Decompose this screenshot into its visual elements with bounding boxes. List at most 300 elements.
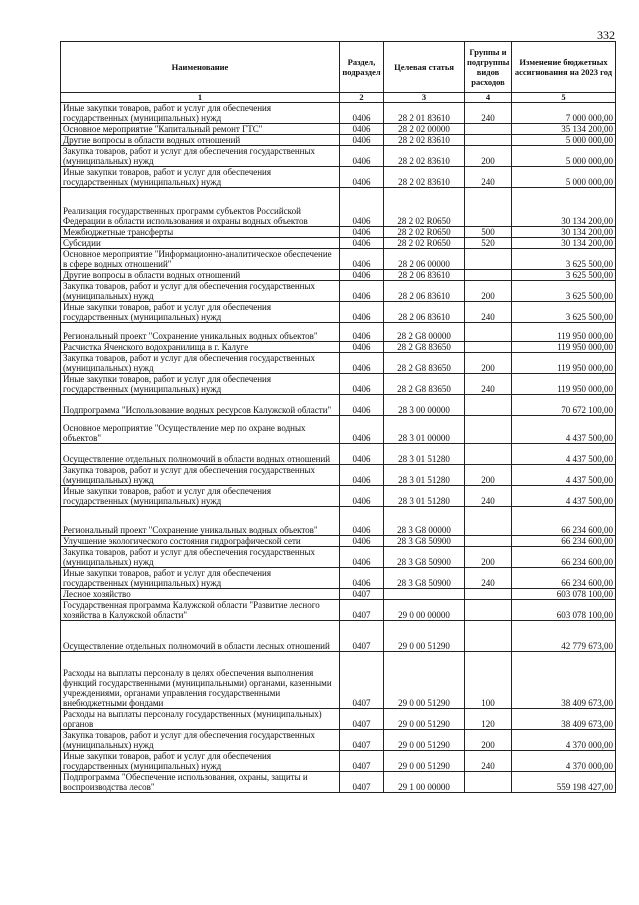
row-section-cell [340, 730, 384, 751]
row-section: 0407 [352, 761, 371, 771]
row-amount-cell [512, 249, 616, 270]
row-section-cell [340, 124, 384, 135]
row-group: 200 [481, 291, 495, 301]
row-name-cell [61, 751, 340, 772]
row-article-cell [384, 124, 465, 135]
row-group: 240 [481, 113, 495, 123]
row-article-cell [384, 342, 465, 353]
row-group-cell [465, 227, 512, 238]
row-article: 28 2 G8 83650 [397, 342, 451, 352]
row-group-cell [465, 444, 512, 465]
table-row [61, 342, 616, 353]
row-group: 120 [481, 719, 495, 729]
row-amount: 30 134 200,00 [561, 216, 613, 226]
table-row [61, 238, 616, 249]
row-group-cell [465, 486, 512, 507]
table-row [61, 709, 616, 730]
row-amount: 119 950 000,00 [557, 363, 613, 373]
row-name: Подпрограмма "Обеспечение использования, охраны, защиты и воспроизводства лесов" [63, 772, 308, 792]
row-section-cell [340, 444, 384, 465]
row-group: 200 [481, 740, 495, 750]
row-section-cell [340, 465, 384, 486]
row-name: Другие вопросы в области водных отношений [63, 270, 241, 280]
row-name-cell [61, 227, 340, 238]
row-article: 28 3 G8 50900 [397, 536, 451, 546]
row-section-cell [340, 249, 384, 270]
table-row [61, 589, 616, 600]
row-section-cell [340, 395, 384, 416]
row-name: Межбюджетные трансферты [63, 227, 174, 237]
table-row [61, 547, 616, 568]
row-article: 29 1 00 00000 [398, 782, 450, 792]
row-name: Осуществление отдельных полномочий в области лесных отношений [63, 641, 330, 651]
row-group: 240 [481, 761, 495, 771]
row-article: 28 2 02 R0650 [397, 216, 451, 226]
row-article-cell [384, 507, 465, 536]
row-name: Иные закупки товаров, работ и услуг для обеспечения государственных (муниципальных) нужд [63, 751, 271, 771]
row-section: 0406 [352, 578, 371, 588]
row-article-cell [384, 135, 465, 146]
row-amount: 66 234 600,00 [561, 525, 613, 535]
table-row [61, 270, 616, 281]
table-row [61, 600, 616, 621]
row-name: Реализация государственных программ субъектов Российской Федерации в области использования и охраны водных объектов [63, 206, 308, 226]
row-article: 29 0 00 51290 [398, 641, 450, 651]
table-row [61, 486, 616, 507]
row-name: Закупка товаров, работ и услуг для обеспечения государственных (муниципальных) нужд [63, 547, 316, 567]
column-number: 5 [512, 93, 616, 103]
row-article: 28 3 01 51280 [398, 496, 450, 506]
row-article: 28 2 01 83610 [398, 113, 450, 123]
row-amount-cell [512, 621, 616, 652]
row-amount: 4 370 000,00 [565, 740, 613, 750]
row-name-cell [61, 146, 340, 167]
row-section-cell [340, 167, 384, 188]
row-section-cell [340, 600, 384, 621]
row-name-cell [61, 600, 340, 621]
row-amount: 66 234 600,00 [561, 578, 613, 588]
column-number: 2 [340, 93, 384, 103]
row-group: 200 [481, 156, 495, 166]
row-article-cell [384, 188, 465, 227]
row-group-cell [465, 374, 512, 395]
row-amount: 603 078 100,00 [556, 610, 613, 620]
row-name: Основное мероприятие "Капитальный ремонт ГТС" [63, 124, 263, 134]
table-row [61, 772, 616, 793]
row-group-cell [465, 465, 512, 486]
row-section: 0406 [352, 291, 371, 301]
row-section: 0406 [352, 454, 371, 464]
row-amount: 3 625 500,00 [565, 270, 613, 280]
table-row [61, 249, 616, 270]
row-name: Расходы на выплаты персоналу государственных (муниципальных) органов [63, 709, 322, 729]
row-section: 0406 [352, 156, 371, 166]
row-article: 28 3 G8 50900 [397, 557, 451, 567]
row-article-cell [384, 395, 465, 416]
row-section: 0406 [352, 525, 371, 535]
row-article-cell [384, 709, 465, 730]
row-name-cell [61, 323, 340, 342]
row-amount: 38 409 673,00 [561, 719, 613, 729]
row-group-cell [465, 342, 512, 353]
row-amount: 30 134 200,00 [561, 238, 613, 248]
row-article-cell [384, 444, 465, 465]
header-name: Наименование [61, 42, 340, 93]
table-row [61, 621, 616, 652]
row-section-cell [340, 589, 384, 600]
row-amount-cell [512, 323, 616, 342]
row-name: Закупка товаров, работ и услуг для обеспечения государственных (муниципальных) нужд [63, 281, 316, 301]
row-group-cell [465, 507, 512, 536]
row-name: Улучшение экологического состояния гидрографической сети [63, 536, 301, 546]
row-name-cell [61, 395, 340, 416]
row-amount-cell [512, 709, 616, 730]
row-amount-cell [512, 486, 616, 507]
row-section-cell [340, 416, 384, 444]
table-row [61, 124, 616, 135]
row-article-cell [384, 302, 465, 323]
row-article: 28 3 G8 50900 [397, 578, 451, 588]
row-amount-cell [512, 507, 616, 536]
row-name-cell [61, 302, 340, 323]
column-number-row [61, 93, 616, 103]
row-group: 240 [481, 496, 495, 506]
row-name-cell [61, 249, 340, 270]
table-row [61, 103, 616, 124]
header-amount: Изменение бюджетных ассигнования на 2023 год [512, 42, 616, 93]
row-section-cell [340, 353, 384, 374]
row-article-cell [384, 547, 465, 568]
row-name-cell [61, 444, 340, 465]
row-article-cell [384, 281, 465, 302]
row-article-cell [384, 465, 465, 486]
row-group-cell [465, 772, 512, 793]
table-row [61, 730, 616, 751]
row-group-cell [465, 547, 512, 568]
row-section: 0406 [352, 270, 371, 280]
row-article: 28 2 06 83610 [398, 291, 450, 301]
row-name: Иные закупки товаров, работ и услуг для обеспечения государственных (муниципальных) нужд [63, 167, 271, 187]
row-section-cell [340, 709, 384, 730]
table-row [61, 135, 616, 146]
row-amount-cell [512, 353, 616, 374]
row-name-cell [61, 281, 340, 302]
row-article-cell [384, 568, 465, 589]
row-amount-cell [512, 103, 616, 124]
row-section: 0407 [352, 719, 371, 729]
row-group: 500 [481, 227, 495, 237]
row-name: Иные закупки товаров, работ и услуг для обеспечения государственных (муниципальных) нужд [63, 103, 271, 123]
row-article-cell [384, 536, 465, 547]
row-section: 0406 [352, 135, 371, 145]
row-name: Лесное хозяйство [63, 589, 131, 599]
row-amount: 559 198 427,00 [556, 782, 613, 792]
row-name: Иные закупки товаров, работ и услуг для обеспечения государственных (муниципальных) нужд [63, 568, 271, 588]
row-name: Другие вопросы в области водных отношений [63, 135, 241, 145]
row-amount-cell [512, 135, 616, 146]
table-row [61, 374, 616, 395]
row-section-cell [340, 772, 384, 793]
row-amount: 119 950 000,00 [557, 384, 613, 394]
row-article-cell [384, 416, 465, 444]
row-name-cell [61, 103, 340, 124]
row-amount-cell [512, 751, 616, 772]
row-name: Подпрограмма "Использование водных ресурсов Калужской области" [63, 405, 332, 415]
row-amount-cell [512, 568, 616, 589]
row-amount-cell [512, 124, 616, 135]
row-name: Региональный проект "Сохранение уникальных водных объектов" [63, 331, 318, 341]
row-group: 200 [481, 557, 495, 567]
table-row [61, 281, 616, 302]
table-row [61, 302, 616, 323]
row-amount: 38 409 673,00 [561, 698, 613, 708]
row-article-cell [384, 353, 465, 374]
row-article: 28 3 01 00000 [398, 433, 450, 443]
row-group-cell [465, 600, 512, 621]
table-row [61, 536, 616, 547]
row-group-cell [465, 536, 512, 547]
row-section: 0407 [352, 610, 371, 620]
row-section: 0406 [352, 238, 371, 248]
row-name: Основное мероприятие "Осуществление мер по охране водных объектов" [63, 423, 306, 443]
row-amount-cell [512, 416, 616, 444]
row-name-cell [61, 507, 340, 536]
row-group-cell [465, 652, 512, 709]
row-section-cell [340, 547, 384, 568]
row-amount: 4 437 500,00 [565, 454, 613, 464]
row-amount: 42 779 673,00 [561, 641, 613, 651]
row-article: 29 0 00 51290 [398, 761, 450, 771]
row-group-cell [465, 270, 512, 281]
row-name: Иные закупки товаров, работ и услуг для обеспечения государственных (муниципальных) нужд [63, 486, 271, 506]
row-group: 200 [481, 475, 495, 485]
row-name: Расходы на выплаты персоналу в целях обеспечения выполнения функций государственными (муниципальными) органами, казенными учреждениями, органами управления государственными внебюджетными фондами [63, 668, 332, 708]
row-name-cell [61, 374, 340, 395]
row-amount: 5 000 000,00 [565, 135, 613, 145]
row-amount-cell [512, 547, 616, 568]
row-name-cell [61, 238, 340, 249]
row-amount: 30 134 200,00 [561, 227, 613, 237]
row-section: 0406 [352, 216, 371, 226]
row-article: 29 0 00 51290 [398, 698, 450, 708]
row-article-cell [384, 486, 465, 507]
row-group: 100 [481, 698, 495, 708]
row-article: 28 2 G8 83650 [397, 384, 451, 394]
row-section-cell [340, 302, 384, 323]
row-section-cell [340, 568, 384, 589]
row-name: Закупка товаров, работ и услуг для обеспечения государственных (муниципальных) нужд [63, 353, 316, 373]
row-amount-cell [512, 536, 616, 547]
row-group-cell [465, 323, 512, 342]
table-row [61, 652, 616, 709]
table-row [61, 465, 616, 486]
row-section: 0406 [352, 331, 371, 341]
row-name-cell [61, 709, 340, 730]
row-article-cell [384, 621, 465, 652]
row-section: 0406 [352, 312, 371, 322]
table-row [61, 568, 616, 589]
header-section: Раздел, подраздел [340, 42, 384, 93]
row-amount: 4 437 500,00 [565, 475, 613, 485]
row-amount-cell [512, 167, 616, 188]
row-article: 29 0 00 51290 [398, 740, 450, 750]
row-section-cell [340, 621, 384, 652]
row-article: 28 2 06 83610 [398, 270, 450, 280]
row-article: 28 3 01 51280 [398, 454, 450, 464]
row-amount: 119 950 000,00 [557, 331, 613, 341]
page-number: 332 [597, 28, 615, 42]
row-name-cell [61, 167, 340, 188]
row-section-cell [340, 188, 384, 227]
row-amount: 66 234 600,00 [561, 557, 613, 567]
row-name-cell [61, 772, 340, 793]
row-section: 0407 [352, 740, 371, 750]
row-amount: 70 672 100,00 [561, 405, 613, 415]
table-row [61, 323, 616, 342]
row-name-cell [61, 486, 340, 507]
row-amount-cell [512, 342, 616, 353]
row-amount-cell [512, 652, 616, 709]
column-number: 3 [384, 93, 465, 103]
table-row [61, 395, 616, 416]
row-section: 0406 [352, 227, 371, 237]
row-section: 0406 [352, 475, 371, 485]
row-group-cell [465, 167, 512, 188]
row-group-cell [465, 302, 512, 323]
row-amount-cell [512, 730, 616, 751]
row-section-cell [340, 751, 384, 772]
row-amount-cell [512, 444, 616, 465]
row-name-cell [61, 342, 340, 353]
row-group: 520 [481, 238, 495, 248]
row-name-cell [61, 568, 340, 589]
row-group-cell [465, 751, 512, 772]
row-article: 28 2 02 R0650 [397, 238, 451, 248]
row-section-cell [340, 281, 384, 302]
row-group-cell [465, 395, 512, 416]
table-row [61, 444, 616, 465]
row-article: 28 3 01 51280 [398, 475, 450, 485]
row-section: 0406 [352, 342, 371, 352]
row-amount-cell [512, 302, 616, 323]
row-group-cell [465, 249, 512, 270]
row-section-cell [340, 270, 384, 281]
row-name-cell [61, 730, 340, 751]
row-section-cell [340, 227, 384, 238]
row-section: 0406 [352, 363, 371, 373]
row-amount-cell [512, 146, 616, 167]
row-name: Осуществление отдельных полномочий в области водных отношений [63, 454, 331, 464]
row-article-cell [384, 167, 465, 188]
row-article-cell [384, 238, 465, 249]
row-name-cell [61, 536, 340, 547]
row-section-cell [340, 342, 384, 353]
row-article: 28 2 06 83610 [398, 312, 450, 322]
table-header-row [61, 42, 616, 93]
row-name-cell [61, 416, 340, 444]
row-name-cell [61, 135, 340, 146]
row-amount: 603 078 100,00 [556, 589, 613, 599]
row-amount-cell [512, 238, 616, 249]
row-article-cell [384, 772, 465, 793]
row-article: 28 2 02 83610 [398, 135, 450, 145]
row-article-cell [384, 249, 465, 270]
row-section-cell [340, 238, 384, 249]
row-group: 240 [481, 578, 495, 588]
row-article-cell [384, 103, 465, 124]
row-group-cell [465, 135, 512, 146]
header-article: Целевая статья [384, 42, 465, 93]
row-amount-cell [512, 772, 616, 793]
row-amount-cell [512, 374, 616, 395]
row-amount-cell [512, 395, 616, 416]
row-section-cell [340, 146, 384, 167]
row-group-cell [465, 353, 512, 374]
row-section: 0407 [352, 782, 371, 792]
row-section-cell [340, 536, 384, 547]
table-row [61, 416, 616, 444]
row-section-cell [340, 507, 384, 536]
row-article-cell [384, 652, 465, 709]
row-group-cell [465, 589, 512, 600]
row-name-cell [61, 589, 340, 600]
row-section: 0406 [352, 557, 371, 567]
row-name: Иные закупки товаров, работ и услуг для обеспечения государственных (муниципальных) нужд [63, 374, 271, 394]
row-amount: 66 234 600,00 [561, 536, 613, 546]
row-section: 0406 [352, 405, 371, 415]
row-amount-cell [512, 270, 616, 281]
table-row [61, 188, 616, 227]
row-amount-cell [512, 227, 616, 238]
table-row [61, 507, 616, 536]
column-number: 1 [61, 93, 340, 103]
row-name: Региональный проект "Сохранение уникальных водных объектов" [63, 525, 318, 535]
row-section: 0406 [352, 124, 371, 134]
row-group: 240 [481, 384, 495, 394]
header-groups: Группы и подгруппы видов расходов [465, 42, 512, 93]
row-article: 28 3 00 00000 [398, 405, 450, 415]
row-amount: 3 625 500,00 [565, 291, 613, 301]
row-amount: 119 950 000,00 [557, 342, 613, 352]
row-name-cell [61, 124, 340, 135]
row-article: 28 2 G8 83650 [397, 363, 451, 373]
row-group: 240 [481, 312, 495, 322]
table-row [61, 167, 616, 188]
row-section-cell [340, 103, 384, 124]
row-name-cell [61, 270, 340, 281]
row-name-cell [61, 652, 340, 709]
row-group-cell [465, 103, 512, 124]
row-article-cell [384, 374, 465, 395]
row-name: Расчистка Яченского водохранилища в г. Калуге [63, 342, 249, 352]
row-section: 0406 [352, 113, 371, 123]
row-article-cell [384, 751, 465, 772]
row-amount-cell [512, 188, 616, 227]
row-name: Закупка товаров, работ и услуг для обеспечения государственных (муниципальных) нужд [63, 465, 316, 485]
row-name: Закупка товаров, работ и услуг для обеспечения государственных (муниципальных) нужд [63, 730, 316, 750]
row-article: 28 3 G8 00000 [397, 525, 451, 535]
row-section: 0406 [352, 384, 371, 394]
budget-table [60, 41, 616, 793]
row-article: 28 2 02 R0650 [397, 227, 451, 237]
row-section: 0407 [352, 641, 371, 651]
row-amount-cell [512, 600, 616, 621]
row-name-cell [61, 547, 340, 568]
row-group-cell [465, 146, 512, 167]
row-group: 240 [481, 177, 495, 187]
row-article: 28 2 02 00000 [398, 124, 450, 134]
row-article: 28 2 G8 00000 [397, 331, 451, 341]
